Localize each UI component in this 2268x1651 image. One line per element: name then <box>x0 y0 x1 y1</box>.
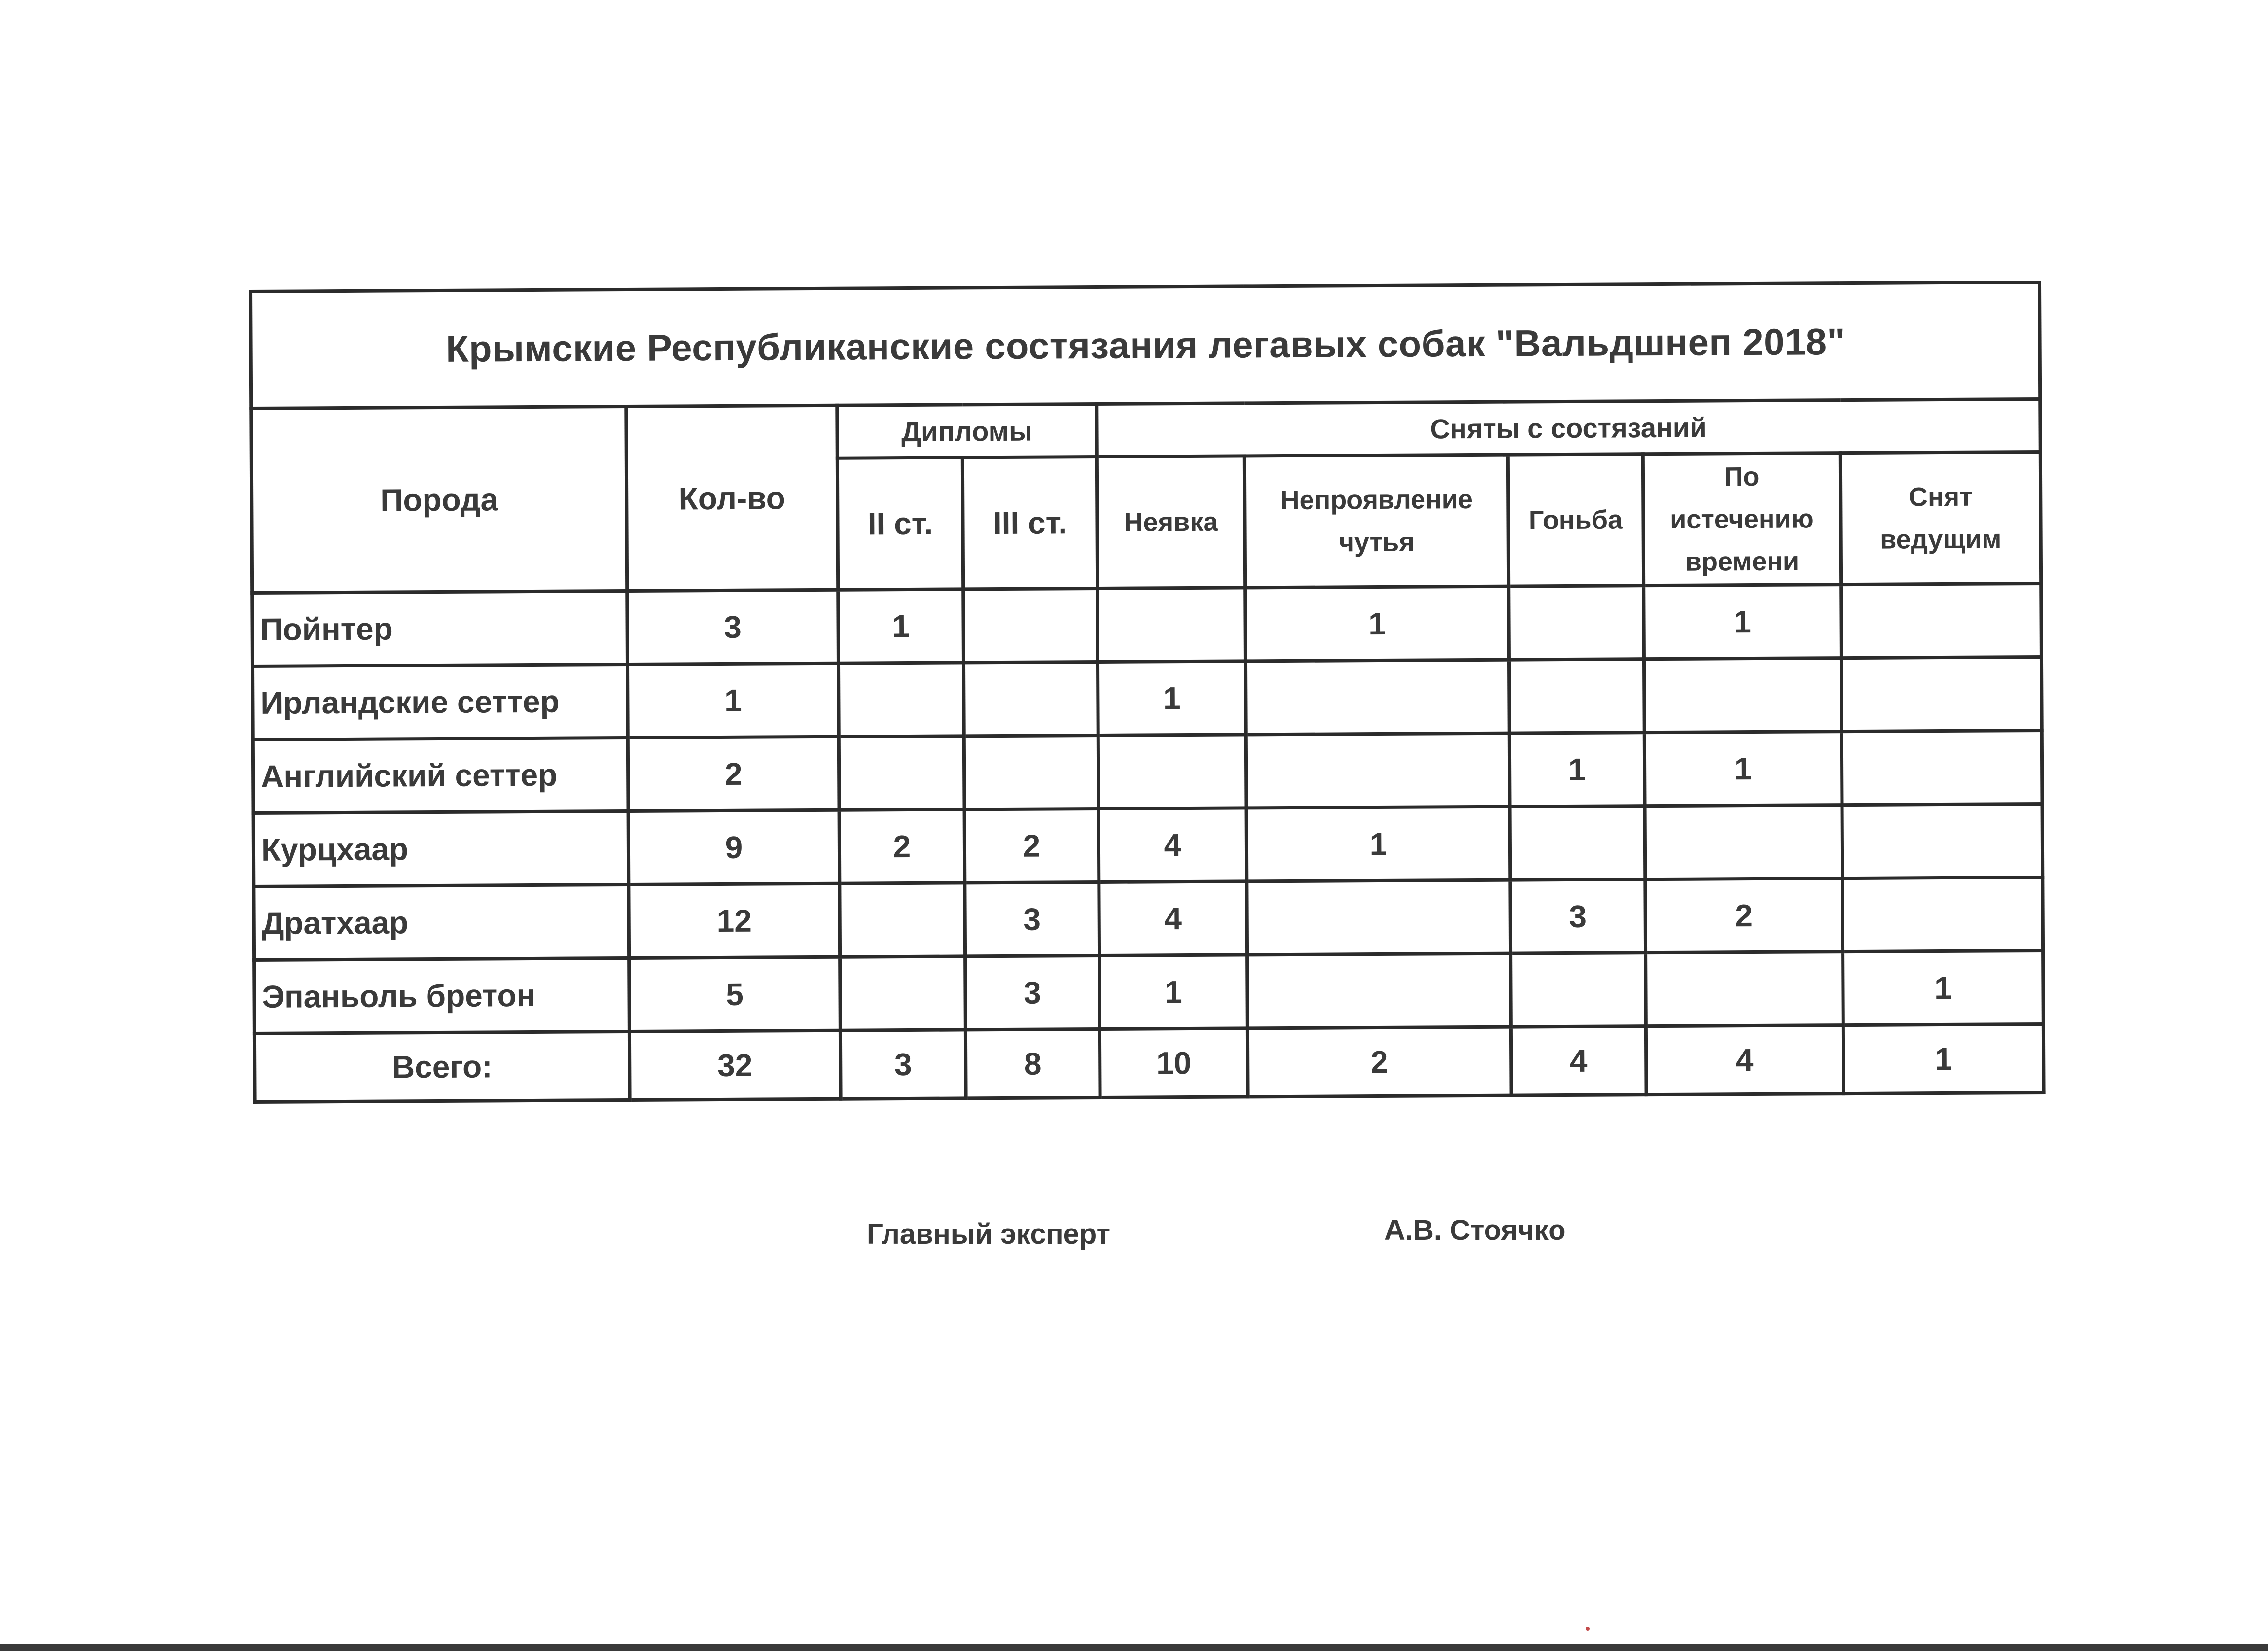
table-row <box>253 804 2043 886</box>
header-breed: Порода <box>251 406 627 593</box>
diploma-2-cell <box>838 663 964 737</box>
count-cell: 9 <box>628 810 840 884</box>
diploma-2-cell <box>839 736 964 810</box>
table-row <box>252 657 2042 739</box>
breed-cell: Курцхаар <box>253 811 629 886</box>
no-scent-cell: 1 <box>1245 586 1509 661</box>
no-show-cell: 4 <box>1099 881 1247 956</box>
signature-role: Главный эксперт <box>867 1218 1110 1250</box>
header-diplomas: Дипломы <box>837 404 1097 458</box>
diploma-3-cell <box>963 588 1098 662</box>
handler-cell <box>1842 804 2043 878</box>
no-show-cell: 1 <box>1098 661 1246 736</box>
total-label: Всего: <box>254 1031 630 1102</box>
handler-cell <box>1841 657 2042 731</box>
table-row <box>254 950 2044 1033</box>
no-scent-cell <box>1247 880 1511 955</box>
header-count: Кол-во <box>626 405 838 591</box>
header-timeout-line3: времени <box>1685 546 1800 577</box>
total-diploma-2: 3 <box>840 1030 966 1099</box>
handler-cell: 1 <box>1843 950 2044 1025</box>
timeout-cell: 2 <box>1645 878 1843 953</box>
table-row <box>253 730 2042 813</box>
header-timeout <box>1643 453 1841 586</box>
header-handler <box>1840 452 2041 584</box>
chase-cell <box>1509 659 1644 733</box>
scan-speck <box>1586 1627 1590 1631</box>
timeout-cell: 1 <box>1644 732 1842 806</box>
timeout-cell <box>1646 952 1843 1026</box>
header-diploma-2: II ст. <box>837 457 963 590</box>
no-scent-cell <box>1247 953 1511 1028</box>
header-handler-line1: Снят <box>1908 482 1973 512</box>
breed-cell: Английский сеттер <box>253 738 628 813</box>
chase-cell: 3 <box>1510 879 1646 953</box>
no-show-cell: 4 <box>1099 808 1247 882</box>
total-handler: 1 <box>1843 1024 2044 1093</box>
handler-cell <box>1841 583 2042 658</box>
header-timeout-line1: По <box>1724 461 1760 492</box>
header-diploma-3: III ст. <box>962 457 1097 589</box>
header-removed: Сняты с состязаний <box>1097 399 2041 457</box>
total-row <box>254 1024 2044 1102</box>
timeout-cell: 1 <box>1644 585 1842 659</box>
total-no-scent: 2 <box>1247 1027 1511 1097</box>
breed-cell: Пойнтер <box>252 591 628 666</box>
diploma-2-cell <box>840 956 966 1030</box>
chase-cell <box>1509 586 1644 660</box>
diploma-3-cell: 3 <box>965 955 1100 1029</box>
header-no-scent-line1: Непроявление <box>1280 485 1473 516</box>
timeout-cell <box>1644 658 1842 733</box>
diploma-2-cell: 2 <box>839 809 965 883</box>
breed-cell: Дратхаар <box>254 884 629 960</box>
total-no-show: 10 <box>1099 1028 1248 1098</box>
diploma-3-cell: 3 <box>965 882 1099 956</box>
total-timeout: 4 <box>1646 1025 1843 1095</box>
chase-cell <box>1510 806 1645 880</box>
table-row <box>252 583 2042 666</box>
no-show-cell: 1 <box>1099 955 1248 1029</box>
total-diploma-3: 8 <box>965 1029 1100 1098</box>
count-cell: 12 <box>629 883 840 958</box>
breed-cell: Ирландские сеттер <box>252 664 628 739</box>
header-handler-line2: ведущим <box>1879 524 2002 555</box>
header-row-group <box>251 399 2041 461</box>
count-cell: 2 <box>628 737 839 811</box>
count-cell: 3 <box>627 590 839 664</box>
header-no-scent-line2: чутья <box>1339 527 1415 558</box>
header-no-show: Неявка <box>1097 456 1245 589</box>
diploma-2-cell <box>840 883 965 957</box>
total-count: 32 <box>629 1030 841 1100</box>
table-title: Крымские Республиканские состязания легавых собак "Вальдшнеп 2018" <box>251 282 2040 408</box>
header-chase: Гоньба <box>1508 454 1643 586</box>
breed-cell: Эпаньоль бретон <box>254 958 630 1033</box>
header-timeout-line2: истечению <box>1669 504 1814 534</box>
chase-cell: 1 <box>1509 733 1645 807</box>
handler-cell <box>1842 730 2042 805</box>
timeout-cell <box>1645 805 1843 879</box>
title-row <box>251 282 2040 408</box>
count-cell: 1 <box>627 663 839 738</box>
count-cell: 5 <box>629 957 841 1031</box>
no-scent-cell <box>1246 733 1510 808</box>
table-row <box>254 877 2043 960</box>
diploma-3-cell: 2 <box>964 808 1099 882</box>
chase-cell <box>1511 953 1646 1027</box>
no-scent-cell: 1 <box>1246 807 1510 881</box>
signature-name: А.В. Стоячко <box>1384 1214 1566 1246</box>
no-show-cell <box>1098 588 1246 662</box>
header-no-scent <box>1244 455 1508 588</box>
no-show-cell <box>1098 735 1246 809</box>
results-table <box>249 281 2046 1104</box>
scan-bottom-edge <box>0 1644 2268 1651</box>
diploma-3-cell <box>963 662 1098 736</box>
diploma-3-cell <box>964 735 1099 809</box>
handler-cell <box>1843 877 2043 951</box>
total-chase: 4 <box>1511 1026 1646 1095</box>
no-scent-cell <box>1245 660 1509 735</box>
diploma-2-cell: 1 <box>838 589 964 663</box>
